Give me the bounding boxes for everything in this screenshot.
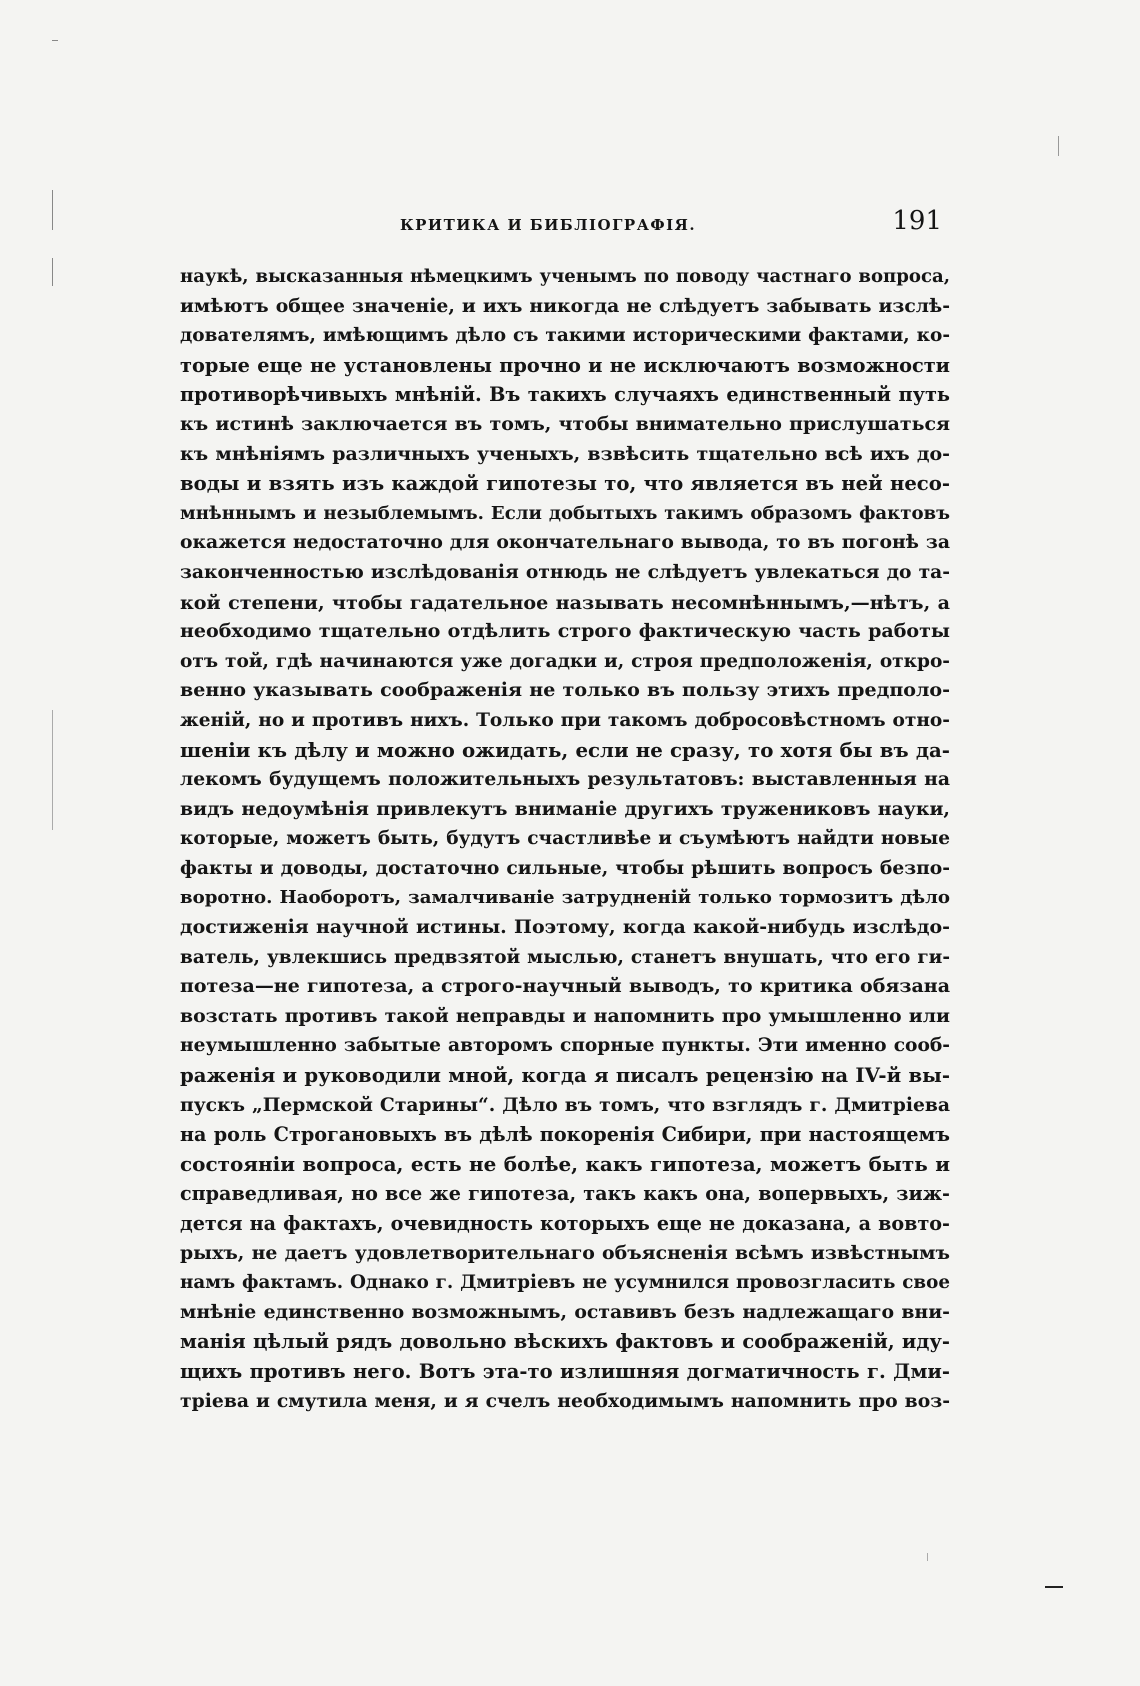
text-line: состояніи вопроса, есть не болѣе, какъ гипотеза, можетъ быть и <box>180 1151 950 1176</box>
text-line: потеза—не гипотеза, а строго-научный выводъ, то критика обязана <box>180 975 950 998</box>
text-line: къ мнѣніямъ различныхъ ученыхъ, взвѣсить тщательно всѣ ихъ до- <box>180 442 950 465</box>
scan-mark <box>927 1553 928 1561</box>
text-line: достиженія научной истины. Поэтому, когда какой-нибудь изслѣдо- <box>180 916 950 939</box>
text-line: шеніи къ дѣлу и можно ожидать, если не сразу, то хотя бы въ да- <box>180 737 950 762</box>
text-line: справедливая, но все же гипотеза, такъ какъ она, вопервыхъ, зиж- <box>180 1182 950 1206</box>
text-line: которые, можетъ быть, будутъ счастливѣе и съумѣютъ найдти новые <box>180 828 950 850</box>
scan-mark <box>1058 136 1059 156</box>
text-line: видъ недоумѣнія привлекутъ вниманіе другихъ тружениковъ науки, <box>180 797 950 820</box>
text-line: неумышленно забытые авторомъ спорные пункты. Эти именно сооб- <box>180 1035 950 1057</box>
scan-mark <box>52 258 53 286</box>
scan-mark <box>52 190 53 230</box>
text-line: женій, но и противъ нихъ. Только при такомъ добросовѣстномъ отно- <box>180 709 950 731</box>
page-header <box>180 206 950 246</box>
text-line: возстать противъ такой неправды и напомнить про умышленно или <box>180 1004 950 1027</box>
text-line: дется на фактахъ, очевидность которыхъ еще не доказана, а вовто- <box>180 1212 950 1235</box>
text-line: щихъ противъ него. Вотъ эта-то излишняя догматичность г. Дми- <box>180 1359 950 1383</box>
text-line: ватель, увлекшись предвзятой мыслью, станетъ внушать, что его ги- <box>180 946 950 968</box>
text-line: воротно. Наоборотъ, замалчиваніе затрудненій только тормозитъ дѣло <box>180 887 950 909</box>
text-line: мнѣннымъ и незыблемымъ. Если добытыхъ такимъ образомъ фактовъ <box>180 502 950 524</box>
text-line: венно указывать соображенія не только въ пользу этихъ предполо- <box>180 679 950 702</box>
text-line: пускъ „Пермской Старины“. Дѣло въ томъ, что взглядъ г. Дмитріева <box>180 1093 950 1116</box>
scan-mark <box>52 40 58 41</box>
text-line: лекомъ будущемъ положительныхъ результатовъ: выставленныя на <box>180 768 950 791</box>
scan-mark <box>1045 1586 1063 1588</box>
text-line: воды и взять изъ каждой гипотезы то, что является въ ней несо- <box>180 472 950 496</box>
text-line: намъ фактамъ. Однако г. Дмитріевъ не усумнился провозгласить свое <box>180 1272 950 1294</box>
text-line: отъ той, гдѣ начинаются уже догадки и, строя предположенія, откро- <box>180 650 950 672</box>
scan-mark <box>52 710 53 830</box>
text-line: факты и доводы, достаточно сильные, чтобы рѣшить вопросъ безпо- <box>180 856 950 879</box>
text-line: къ истинѣ заключается въ томъ, чтобы внимательно прислушаться <box>180 412 950 435</box>
text-line: противорѣчивыхъ мнѣній. Въ такихъ случаяхъ единственный путь <box>180 383 950 407</box>
text-line: законченностью изслѣдованія отнюдь не слѣдуетъ увлекаться до та- <box>180 560 950 583</box>
text-line: дователямъ, имѣющимъ дѣло съ такими историческими фактами, ко- <box>180 325 950 347</box>
text-line: торые еще не установлены прочно и не исключаютъ возможности <box>180 353 950 377</box>
text-line: необходимо тщательно отдѣлить строго фактическую часть работы <box>180 620 950 643</box>
text-line: наукѣ, высказанныя нѣмецкимъ ученымъ по поводу частнаго вопроса, <box>180 266 950 287</box>
text-line: тріева и смутила меня, и я счелъ необходимымъ напомнить про воз- <box>180 1389 950 1412</box>
text-line: манія цѣлый рядъ довольно вѣскихъ фактовъ и соображеній, иду- <box>180 1330 950 1354</box>
page-number: 191 <box>892 206 942 236</box>
text-line: раженія и руководили мной, когда я писалъ рецензію на IV-й вы- <box>180 1064 950 1088</box>
text-line: имѣютъ общее значеніе, и ихъ никогда не слѣдуетъ забывать изслѣ- <box>180 294 950 317</box>
text-line: окажется недостаточно для окончательнаго вывода, то въ погонѣ за <box>180 531 950 554</box>
running-title: КРИТИКА И БИБЛІОГРАФІЯ. <box>400 216 697 234</box>
text-line: мнѣніе единственно возможнымъ, оставивъ безъ надлежащаго вни- <box>180 1300 950 1323</box>
text-line: кой степени, чтобы гадательное называть несомнѣннымъ,—нѣтъ, а <box>180 590 950 614</box>
text-line: рыхъ, не даетъ удовлетворительнаго объясненія всѣмъ извѣстнымъ <box>180 1241 950 1264</box>
body-text <box>180 262 950 1416</box>
text-line: на роль Строгановыхъ въ дѣлѣ покоренія Сибири, при настоящемъ <box>180 1123 950 1147</box>
